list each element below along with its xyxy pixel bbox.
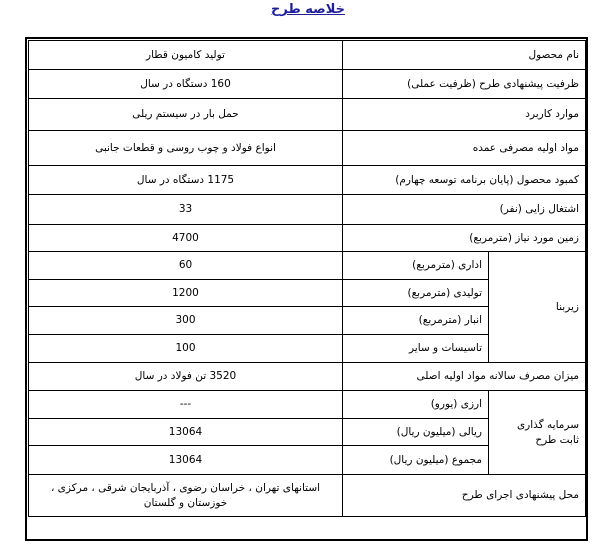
- table-row: [29, 391, 586, 419]
- raw-material-value: 3520 تن فولاد در سال: [29, 363, 343, 391]
- table-row: [29, 166, 586, 195]
- table-row: [29, 41, 586, 70]
- investment-label-line1: سرمایه گذاری: [516, 418, 579, 431]
- table-row: [29, 131, 586, 166]
- area-item-value: 60: [29, 252, 343, 280]
- investment-label-line2: ثابت طرح: [535, 433, 579, 446]
- table-row: [29, 99, 586, 131]
- area-label: زیربنا: [489, 252, 586, 363]
- table-row: [29, 225, 586, 252]
- raw-material-label: میزان مصرف سالانه مواد اولیه اصلی: [343, 363, 586, 391]
- investment-item-value: ---: [29, 391, 343, 419]
- table-row: [29, 475, 586, 517]
- investment-item-label: ریالی (میلیون ریال): [343, 419, 489, 446]
- row-value: تولید کامیون قطار: [29, 41, 343, 70]
- row-label: اشتغال زایی (نفر): [343, 195, 586, 225]
- row-label: زمین مورد نیاز (مترمربع): [343, 225, 586, 252]
- row-label: ظرفیت پیشنهادی طرح (ظرفیت عملی): [343, 70, 586, 99]
- row-value: 1175 دستگاه در سال: [29, 166, 343, 195]
- location-value: [29, 475, 343, 517]
- document-title-text: خلاصه طرح: [271, 2, 345, 17]
- table-row: [29, 195, 586, 225]
- row-label: نام محصول: [343, 41, 586, 70]
- area-item-value: 300: [29, 307, 343, 335]
- area-item-value: 100: [29, 335, 343, 363]
- investment-label: [489, 391, 586, 475]
- row-label: کمبود محصول (پایان برنامه توسعه چهارم): [343, 166, 586, 195]
- location-value-line1: استانهای تهران ، خراسان رضوی ، آذربایجان شرقی ، مرکزی ،: [50, 481, 321, 494]
- summary-table: [28, 40, 586, 517]
- investment-item-value: 13064: [29, 446, 343, 475]
- area-item-value: 1200: [29, 280, 343, 307]
- row-value: 4700: [29, 225, 343, 252]
- investment-item-label: مجموع (میلیون ریال): [343, 446, 489, 475]
- area-item-label: تاسیسات و سایر: [343, 335, 489, 363]
- row-value: انواع فولاد و چوب روسی و قطعات جانبی: [29, 131, 343, 166]
- row-value: حمل بار در سیستم ریلی: [29, 99, 343, 131]
- table-row: [29, 252, 586, 280]
- area-item-label: انبار (مترمربع): [343, 307, 489, 335]
- row-value: 33: [29, 195, 343, 225]
- area-item-label: تولیدی (مترمربع): [343, 280, 489, 307]
- row-label: مواد اولیه مصرفی عمده: [343, 131, 586, 166]
- table-row: [29, 363, 586, 391]
- area-item-label: اداری (مترمربع): [343, 252, 489, 280]
- location-label: محل پیشنهادی اجرای طرح: [343, 475, 586, 517]
- investment-item-label: ارزی (یورو): [343, 391, 489, 419]
- investment-item-value: 13064: [29, 419, 343, 446]
- row-value: 160 دستگاه در سال: [29, 70, 343, 99]
- document-title: [0, 0, 616, 20]
- table-row: [29, 70, 586, 99]
- row-label: موارد کاربرد: [343, 99, 586, 131]
- location-value-line2: خوزستان و گلستان: [143, 496, 228, 509]
